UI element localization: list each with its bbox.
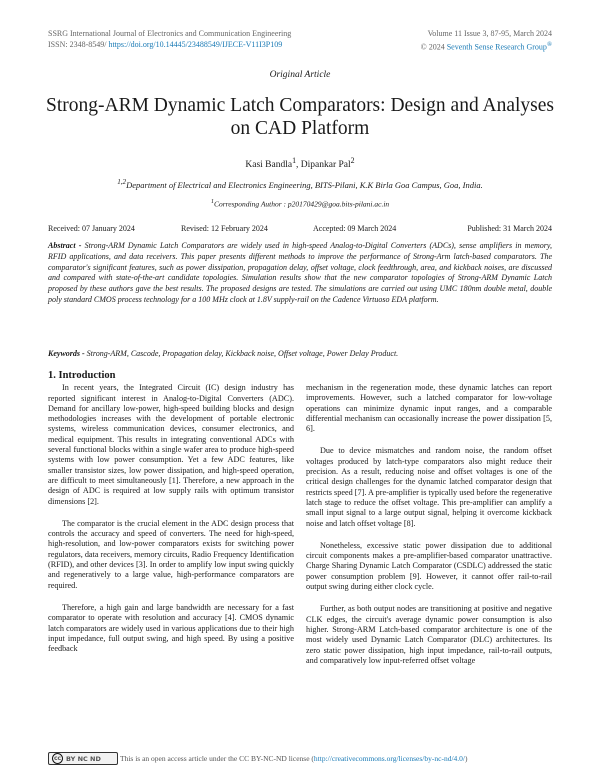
paragraph: In recent years, the Integrated Circuit (IC) design industry has reported significant interest in Analog-to-Digital Converters (ADC). Demand for ancillary low-power, high-speed building blocks and design methodologies increases with the development of portable electronic systems, wireless communication devices, consumer electronics, and medical equipment. This results in integrating conventional ADCs with several functional blocks within a single wafer area to produce high-speed systems with low power consumption. Yet a few ADC features, like smaller transistor sizes, low power dissipation, and high-speed operation, are difficult to meet simultaneously [1]. Therefore, a new approach in the design of ADC is required at low supply rails with optimum transistor dimensions [2]. [48,383,294,506]
volume-info: Volume 11 Issue 3, 87-95, March 2024 [427,29,552,38]
issn: ISSN: 2348-8549/ [48,40,107,49]
license-text: This is an open access article under the CC BY-NC-ND license ( [120,754,314,763]
paragraph: mechanism in the regeneration mode, these dynamic latches can report improvements. However, such a latched comparator for low-voltage operations can minimize dynamic input ranges, and a comparable differential mechanism can occasionally increase the power dissipation [5, 6]. [306,383,552,434]
keywords [48,349,552,358]
affiliation-text: Department of Electrical and Electronics Engineering, BITS-Pilani, K.K Birla Goa Campus, Goa, India. [126,179,483,190]
copyright-line [312,39,552,53]
license-footer [48,752,552,766]
license-link[interactable]: http://creativecommons.org/licenses/by-nc-nd/4.0/ [313,754,465,763]
publisher-link[interactable]: Seventh Sense Research Group [446,42,547,52]
journal-name: SSRG International Journal of Electronics and Communication Engineering [48,29,292,38]
publisher-mark: ® [546,41,552,48]
cc-license-badge[interactable] [48,752,118,765]
keywords-label: Keywords - [48,349,85,358]
header-right [312,28,552,53]
accepted-date: Accepted: 09 March 2024 [313,224,397,233]
author-sup: 1 [292,156,297,165]
cc-icon: cc [53,755,62,762]
right-column [306,383,552,678]
license-close: ) [464,754,468,763]
corresponding-author [0,198,600,209]
corresponding-sup: 1 [210,198,214,205]
paragraph: Further, as both output nodes are transitioning at positive and negative CLK edges, the circuit's average dynamic power consumption is also higher. Strong-ARM Latch-based comparator architecture is one of the most widely used Dynamic Latch Comparator (DLC) architectures. Its zero static power dissipation, high input impedance, rail-to-rail outputs, and comparatively low input-referred offset voltage [306,604,552,665]
article-type: Original Article [269,70,331,80]
keywords-text: Strong-ARM, Cascode, Propagation delay, Kickback noise, Offset voltage, Power Delay Product. [84,349,399,358]
doi-link[interactable]: https://doi.org/10.14445/23488549/IJECE-V11I3P109 [108,40,283,49]
copyright: © 2024 [420,42,445,52]
affiliation [0,178,600,190]
received-date: Received: 07 January 2024 [48,224,135,233]
revised-date: Revised: 12 February 2024 [181,224,268,233]
paragraph: Nonetheless, excessive static power dissipation due to additional circuit components makes a pre-amplifier-based comparator unattractive. Charge Sharing Dynamic Latch Comparator (CSDLC) addressed the static power consumption problem [9]. However, it cannot offer rail-to-rail output swing during either clock cycle. [306,540,552,592]
author-name: Kasi Bandla [245,160,293,171]
author-sup: 2 [350,156,355,165]
license-line [120,754,467,763]
author-list: Kasi Bandla$^1$, Dipankar Pal$^2$ [245,156,355,171]
cc-badge-text: BY NC ND [66,754,101,763]
paragraph: Due to device mismatches and random noise, the random offset voltages produced by latch-type comparators also might reduce their precision. As a result, reducing noise and offset voltages is one of the critical design challenges for the dynamic latched comparator design that restricts speed [7]. A pre-amplifier is typically used before the regenerative latch stage to reduce the offset voltage. This pre-amplifier can amplify a small input signal to a large output signal, helping it overcome kickback noise and latch offset voltage [8]. [306,446,552,528]
abstract-text: Strong-ARM Dynamic Latch Comparators are widely used in high-speed Analog-to-Digital Converters (ADCs), sense amplifiers in memory, RFID applications, and data receivers. This paper presents different methods to improve the performance of Strong-Arm latch-based comparators. The comparator's significant features, such as power dissipation, propagation delay, offset voltage, clock feedthrough, area, and kickback noises, are discussed and compared with state-of-the-art candidate topologies. Simulation results show that the new comparator topologies of Strong-ARM Dynamic Latch proposed by these authors gave the best results. The proposed designs are tested. The simulations are carried out using UMC 180nm double metal, double poly standard CMOS process technology for a 100 MHz clock at 1.8V supply-rail on the Cadence Virtuoso EDA platform. [48,241,552,304]
paragraph: Therefore, a high gain and large bandwidth are necessary for a fast comparator to operate with resolution and accuracy [4]. CMOS dynamic latch comparators are widely used in various applications due to their high input impedance, full output swing, and high speed. By using a positive feedback [48,602,294,654]
paper-title: Strong-ARM Dynamic Latch Comparators: Design and Analyses on CAD Platform [46,95,554,139]
author-name: Dipankar Pal [300,160,351,171]
section-heading: 1. Introduction [48,370,116,381]
published-date: Published: 31 March 2024 [467,224,552,233]
affiliation-sup: 1,2 [117,178,127,186]
corresponding-text: Corresponding Author : p20170429@goa.bits-pilani.ac.in [213,199,390,209]
abstract [48,241,552,306]
left-column [48,371,294,666]
abstract-label: Abstract - [48,241,82,250]
paragraph: The comparator is the crucial element in the ADC design process that controls the accuracy and speed of converters. The need for high-speed, high-resolution, and low-power comparators exists for switching power regulators, data receivers, memory circuits, Radio Frequency Identification (RFID), and other devices [3]. In order to amplify low input swing quickly and regeneratively to a large value, high-performance comparators are required. [48,518,294,590]
